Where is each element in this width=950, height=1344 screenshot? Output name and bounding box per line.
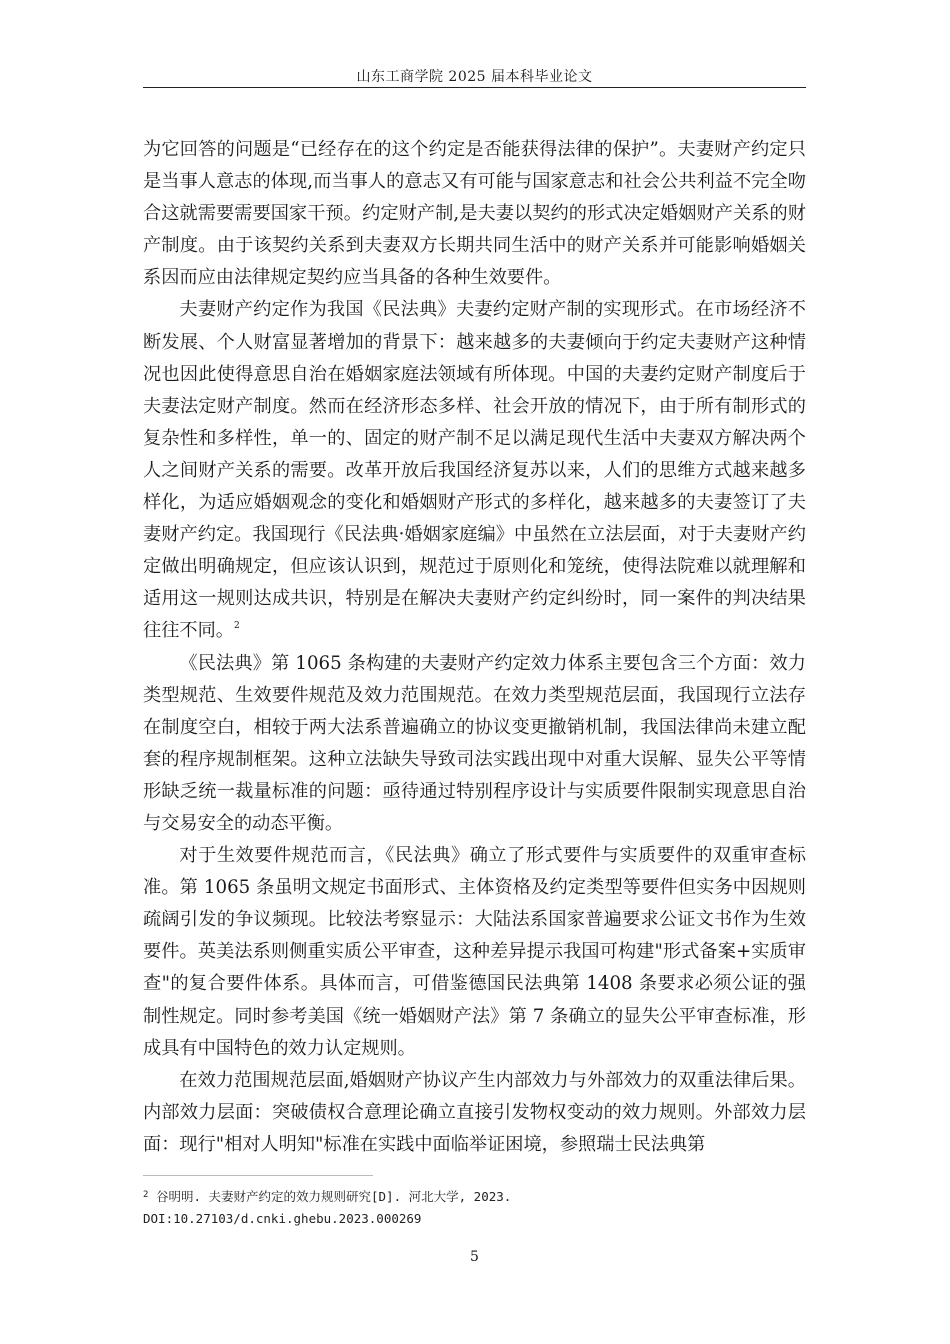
page-number: 5 (470, 1249, 479, 1265)
paragraph-5: 在效力范围规范层面,婚姻财产协议产生内部效力与外部效力的双重法律后果。内部效力层面：突破债权合意理论确立直接引发物权变动的效力规则。外部效力层面：现行"相对人明知"标准在实践中面临举证困境，参照瑞士民法典第 (143, 1069, 806, 1155)
paragraph-2-text: 夫妻财产约定作为我国《民法典》夫妻约定财产制的实现形式。在市场经济不断发展、个人财富显著增加的背景下：越来越多的夫妻倾向于约定夫妻财产这种情况也因此使得意思自治在婚姻家庭法领域有所体现。中国的夫妻约定财产制度后于夫妻法定财产制度。然而在经济形态多样、社会开放的情况下，由于所有制形式的复杂性和多样性，单一的、固定的财产制不足以满足现代生活中夫妻双方解决两个人之间财产关系的需要。改革开放后我国经济复苏以来，人们的思维方式越来越多样化，为适应婚姻观念的变化和婚姻财产形式的多样化，越来越多的夫妻签订了夫妻财产约定。我国现行《民法典·婚姻家庭编》中虽然在立法层面，对于夫妻财产约定做出明确规定，但应该认识到，规范过于原则化和笼统，使得法院难以就理解和适用这一规则达成共识，特别是在解决夫妻财产约定纠纷时，同一案件的判决结果往往不同。 (143, 299, 806, 642)
footnote-line-1 (143, 1184, 806, 1208)
footnote-reference[interactable]: 2 (233, 621, 240, 632)
header-divider (143, 87, 806, 88)
paragraph-1: 为它回答的问题是“已经存在的这个约定是否能获得法律的保护”。夫妻财产约定只是当事人意志的体现,而当事人的意志又有可能与国家意志和社会公共利益不完全吻合这就需要需要国家干预。约定财产制,是夫妻以契约的形式决定婚姻财产关系的财产制度。由于该契约关系到夫妻双方长期共同生活中的财产关系并可能影响婚姻关系因而应由法律规定契约应当具备的各种生效要件。 (143, 139, 806, 289)
paragraph-2 (143, 294, 806, 647)
page-header: 山东工商学院 2025 届本科毕业论文 (356, 69, 593, 85)
footnote-citation: 谷明明. 夫妻财产约定的效力规则研究[D]. 河北大学, 2023. (155, 1189, 512, 1204)
paragraph-3: 《民法典》第 1065 条构建的夫妻财产约定效力体系主要包含三个方面：效力类型规范、生效要件规范及效力范围规范。在效力类型规范层面，我国现行立法存在制度空白，相较于两大法系普遍确立的协议变更撤销机制，我国法律尚未建立配套的程序规制框架。这种立法缺失导致司法实践出现中对重大误解、显失公平等情形缺乏统一裁量标准的问题：亟待通过特别程序设计与实质要件限制实现意思自治与交易安全的动态平衡。 (143, 652, 806, 834)
footnote (143, 1184, 806, 1230)
paragraph-4: 对于生效要件规范而言，《民法典》确立了形式要件与实质要件的双重审查标准。第 1065 条虽明文规定书面形式、主体资格及约定类型等要件但实务中因规则疏阔引发的争议频现。比较法考察显示：大陆法系国家普遍要求公证文书作为生效要件。英美法系则侧重实质公平审查，这种差异提示我国可构建"形式备案+实质审查"的复合要件体系。具体而言，可借鉴德国民法典第 1408 条要求必须公证的强制性规定。同时参考美国《统一婚姻财产法》第 7 条确立的显失公平审查标准，形成具有中国特色的效力认定规则。 (143, 845, 806, 1059)
body-text (143, 134, 806, 1161)
footnote-mark: 2 (143, 1190, 149, 1200)
footnote-divider (143, 1175, 373, 1176)
footnote-doi: DOI:10.27103/d.cnki.ghebu.2023.000269 (143, 1211, 422, 1226)
